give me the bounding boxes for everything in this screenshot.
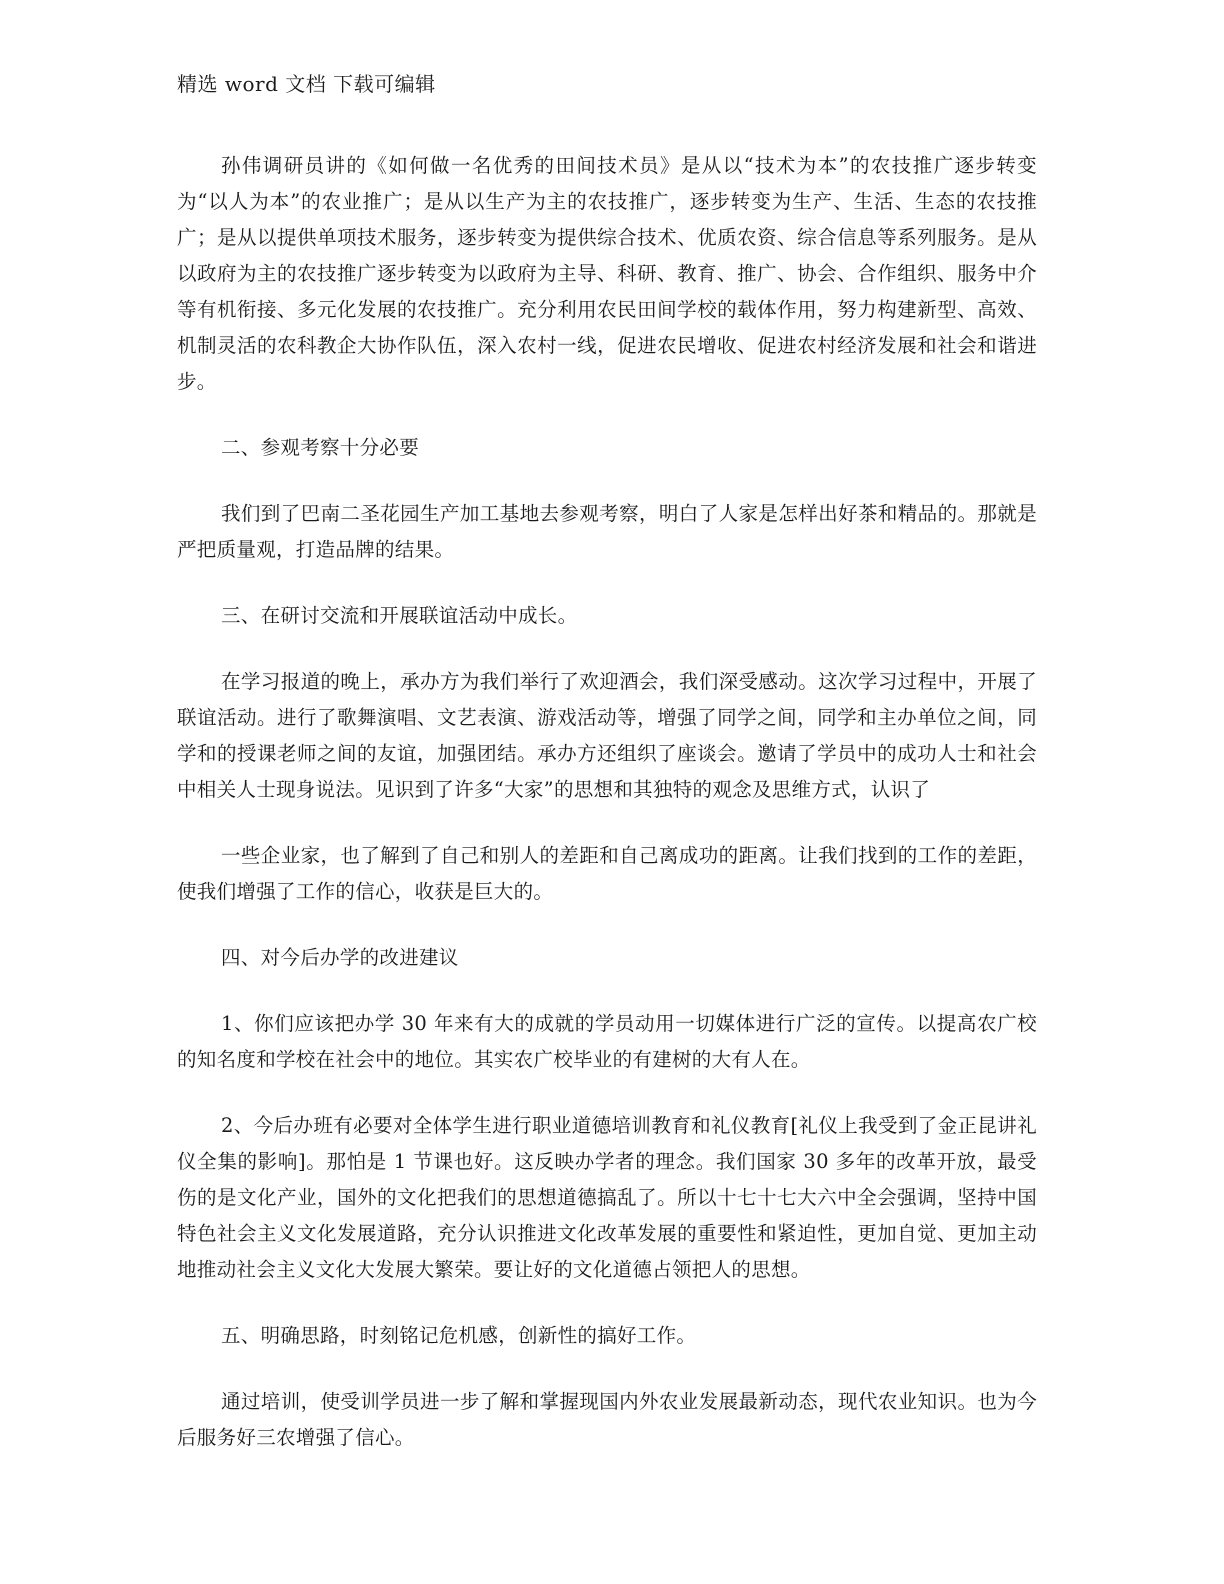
paragraph-entrepreneurs: 一些企业家，也了解到了自己和别人的差距和自己离成功的距离。让我们找到的工作的差距，使我们增强了工作的信心，收获是巨大的。 [177, 844, 1037, 903]
document-header: 精选 word 文档 下载可编辑 [177, 72, 436, 96]
section-heading-suggestions: 四、对今后办学的改进建议 [221, 946, 459, 969]
paragraph-training: 通过培训，使受训学员进一步了解和掌握现国内外农业发展最新动态，现代农业知识。也为今后服务好三农增强了信心。 [177, 1390, 1037, 1449]
paragraph-suggestion-2: 2、今后办班有必要对全体学生进行职业道德培训教育和礼仪教育[礼仪上我受到了金正昆讲礼仪全集的影响]。那怕是 1 节课也好。这反映办学者的理念。我们国家 30 多年的改革开放，最受伤的是文化产业，国外的文化把我们的思想道德搞乱了。所以十七十七大六中全会强调，坚持中国特色社会主义文化发展道路，充分认识推进文化改革发展的重要性和紧迫性，更加自觉、更加主动地推动社会主义文化大发展大繁荣。要让好的文化道德占领把人的思想。 [177, 1114, 1037, 1281]
paragraph-suggestion-1: 1、你们应该把办学 30 年来有大的成就的学员动用一切媒体进行广泛的宣传。以提高农广校的知名度和学校在社会中的地位。其实农广校毕业的有建树的大有人在。 [177, 1012, 1037, 1071]
paragraph-tech-promotion: 孙伟调研员讲的《如何做一名优秀的田间技术员》是从以“技术为本”的农技推广逐步转变为“以人为本”的农业推广；是从以生产为主的农技推广，逐步转变为生产、生活、生态的农技推广；是从以提供单项技术服务，逐步转变为提供综合技术、优质农资、综合信息等系列服务。是从以政府为主的农技推广逐步转变为以政府为主导、科研、教育、推广、协会、合作组织、服务中介等有机衔接、多元化发展的农技推广。充分利用农民田间学校的载体作用，努力构建新型、高效、机制灵活的农科教企大协作队伍，深入农村一线，促进农民增收、促进农村经济发展和社会和谐进步。 [177, 154, 1037, 393]
section-heading-visit: 二、参观考察十分必要 [221, 436, 420, 459]
document-body [177, 148, 1037, 1486]
paragraph-visit: 我们到了巴南二圣花园生产加工基地去参观考察，明白了人家是怎样出好茶和精品的。那就是严把质量观，打造品牌的结果。 [177, 502, 1037, 561]
section-heading-clear-thinking: 五、明确思路，时刻铭记危机感，创新性的搞好工作。 [221, 1324, 697, 1347]
section-heading-exchange: 三、在研讨交流和开展联谊活动中成长。 [221, 604, 578, 627]
paragraph-exchange: 在学习报道的晚上，承办方为我们举行了欢迎酒会，我们深受感动。这次学习过程中，开展了联谊活动。进行了歌舞演唱、文艺表演、游戏活动等，增强了同学之间，同学和主办单位之间，同学和的授课老师之间的友谊，加强团结。承办方还组织了座谈会。邀请了学员中的成功人士和社会中相关人士现身说法。见识到了许多“大家”的思想和其独特的观念及思维方式，认识了 [177, 670, 1037, 801]
